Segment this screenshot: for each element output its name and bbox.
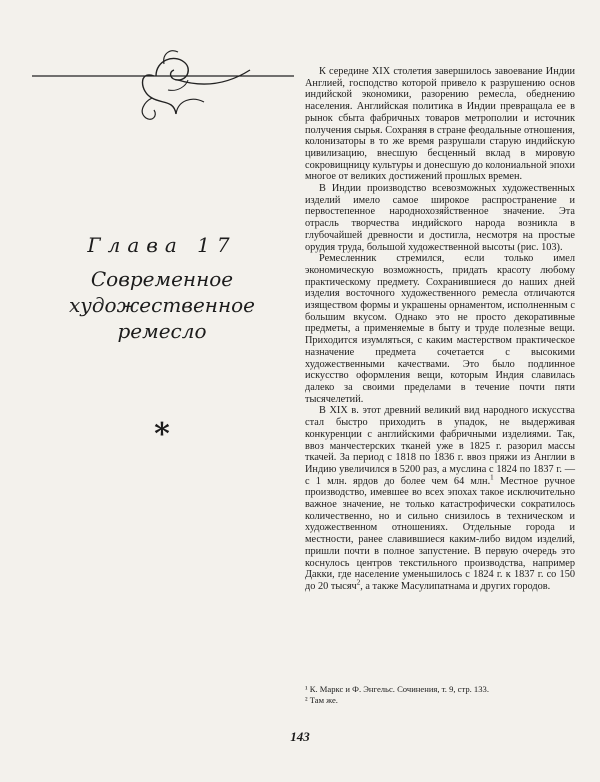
flourish-ornament-icon	[28, 40, 296, 130]
paragraph-4-part-1: В XIX в. этот древний великий вид народного искусства стал быстро приходить в упадок, не выдерживая конкуренции с английскими фабричными изделиями. Так, ввоз манчестерских тканей уже в 1825 г. разорил массы ткачей. За период с 1818 по 1836 г. ввоз пряжи из Англии в Индию увеличился в 5200 раз, а муслина с 1824 по 1837 г. — с 1 млн. ярдов до более чем 64 млн.	[305, 405, 575, 487]
paragraph-4	[305, 405, 575, 592]
chapter-title-line-2: художественное ремесло	[68, 293, 256, 343]
chapter-number: Глава 17	[87, 233, 237, 257]
footnotes	[305, 684, 575, 705]
paragraph-3: Ремесленник стремился, если только имел экономическую возможность, придать красоту любому практическому предмету. Сохранившиеся до наших дней изделия восточного художественного ремесла отличаются изяществом формы и украшены орнаментом, исполненным с большим вкусом. Однако это не просто декоративные предметы, а применяемые в быту и труде полезные вещи. Приходится изумляться, с каким мастерством практическое назначение предмета сочетается с высокими художественными качествами. Это было подлинное искусство оформления вещи, которым Индия славилась далеко за своими пределами в течение почти пяти тысячелетий.	[305, 253, 575, 405]
chapter-heading-block	[28, 40, 296, 490]
paragraph-4-part-3: , а также Масулипатнама и других городов.	[360, 580, 551, 592]
footnote-ref-2: 2	[356, 578, 361, 587]
chapter-title-line-1: Современное	[90, 267, 234, 291]
main-text	[305, 66, 575, 593]
page-number: 143	[290, 729, 310, 744]
paragraph-2: В Индии производство всевозможных художественных изделий имело самое широкое распространение и первостепенное народнохозяйственное значение. Эта отрасль творчества индийского народа возникла в глубочайшей древности и достигла, несмотря на простые орудия труда, большой художественной высоты (рис. 103).	[305, 183, 575, 253]
paragraph-4-part-2: Местное ручное производство, имевшее во всех эпохах такое исключительно важное значение, не только катастрофически сократилось количественно, но и сильно снизилось в техническом и художественном отношениях. Отдельные города и местности, ранее славившиеся каким-либо видом изделий, пришли почти в полное запустение. В первую очередь это коснулось центров текстильного производства, например Дакки, где население уменьшилось с 1824 г. к 1837 г. со 150 до 20 тысяч	[305, 475, 575, 592]
asterisk-icon: *	[154, 417, 170, 452]
footnote-ref-1: 1	[490, 473, 494, 482]
footnote-2: ² Там же.	[305, 694, 338, 705]
paragraph-1: К середине XIX столетия завершилось завоевание Индии Англией, господство которой привело к разрушению основ индийской экономики, разорению ремесла, обеднению населения. Английская политика в Индии превращала ее в рынок сбыта фабричных товаров метрополии и источник получения сырья. Сохраняя в стране феодальные отношения, колонизаторы в то же время разрушали старую индийскую цивилизацию, внесшую бесценный вклад в мировую сокровищницу культуры и донесшую до колониальной эпохи многое от великих достижений прошлых времен.	[305, 66, 575, 183]
chapter-title	[28, 266, 296, 344]
footnote-1: ¹ К. Маркс и Ф. Энгельс. Сочинения, т. 9, стр. 133.	[305, 684, 489, 694]
